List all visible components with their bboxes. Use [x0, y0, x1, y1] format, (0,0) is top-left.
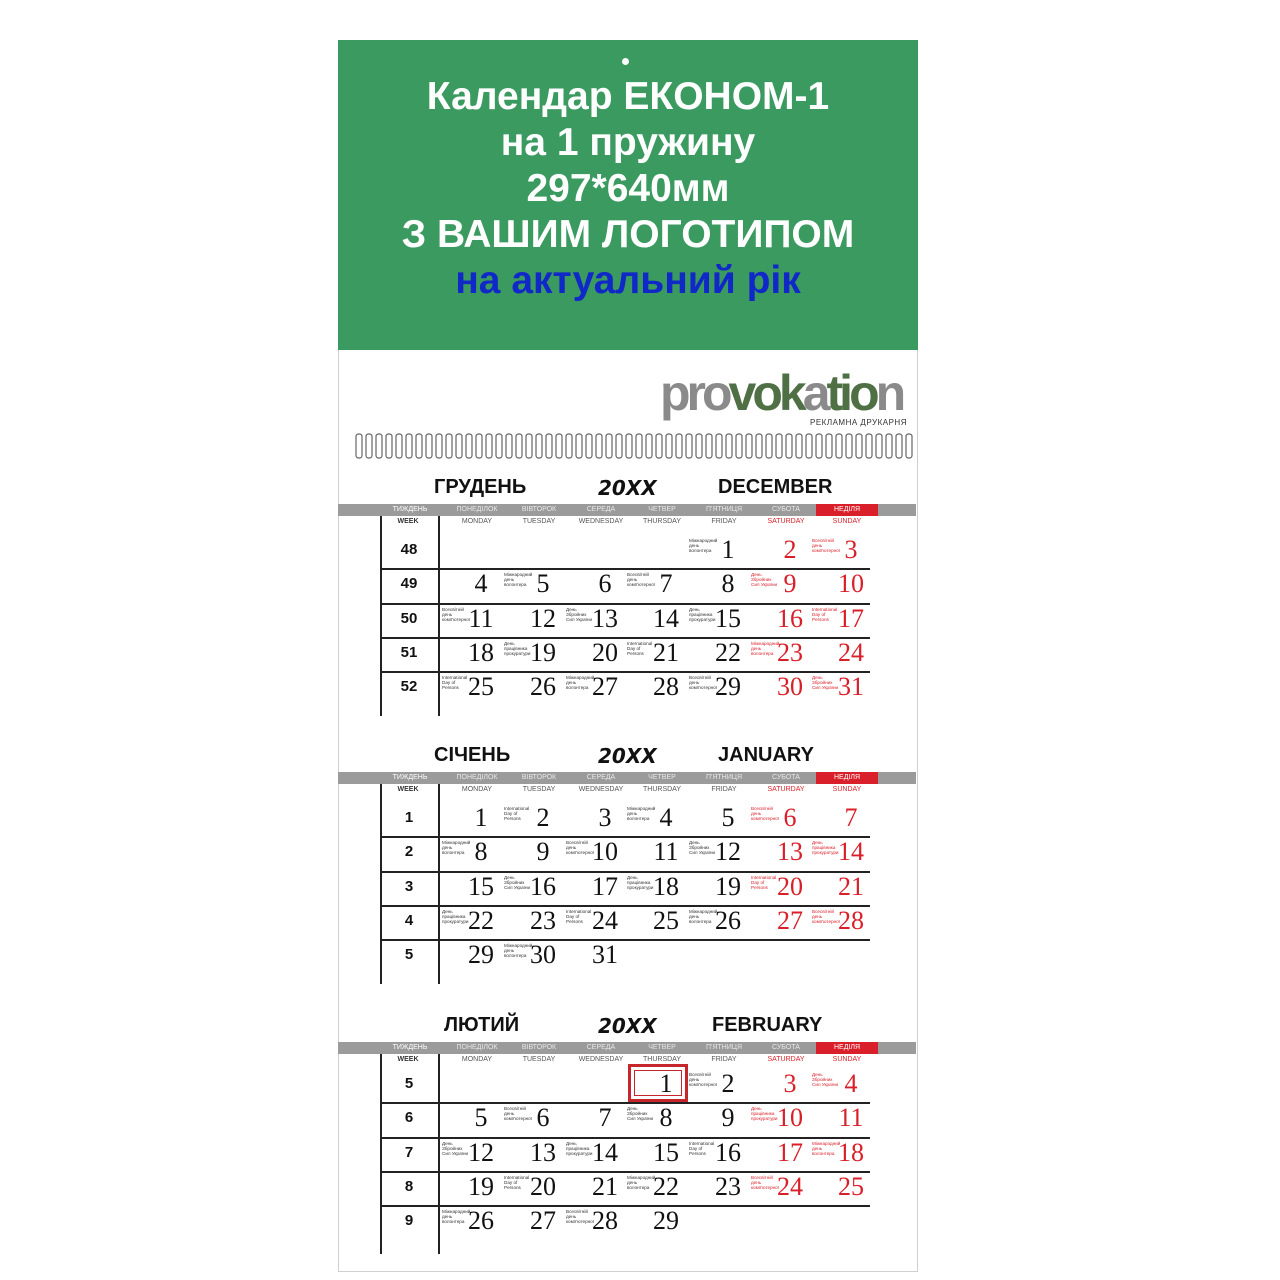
holiday-note: International Day of Persons	[812, 607, 838, 623]
spiral-ring	[836, 434, 842, 458]
holiday-note: Всесвітній день комп'ютерної	[689, 1072, 718, 1088]
spiral-ring	[846, 434, 852, 458]
spiral-ring	[396, 434, 402, 458]
spiral-ring	[356, 434, 362, 458]
month-block	[338, 1014, 918, 1254]
day-number: 1	[721, 535, 735, 564]
day-number: 23	[777, 638, 803, 667]
holiday-note: International Day of Persons	[751, 875, 777, 891]
spiral-ring	[796, 434, 802, 458]
spiral-ring	[576, 434, 582, 458]
holiday-note: День працівника прокуратури	[751, 1106, 778, 1122]
weekday-en: MONDAY	[461, 786, 493, 793]
day-number: 1	[474, 803, 488, 832]
weekday-en: TUESDAY	[522, 518, 556, 525]
weekday-en: SATURDAY	[767, 1056, 805, 1063]
day-number: 29	[715, 672, 741, 701]
spiral-ring	[816, 434, 822, 458]
weekday-en: TUESDAY	[522, 786, 556, 793]
month-title-en: JANUARY	[718, 744, 814, 766]
spiral-ring	[536, 434, 542, 458]
day-number: 27	[777, 906, 803, 935]
weekday-en: WEDNESDAY	[578, 1056, 624, 1063]
holiday-note: День Збройних Сил України	[812, 675, 839, 691]
weekday-ua: СЕРЕДА	[586, 774, 616, 781]
day-number: 24	[838, 638, 864, 667]
week-number: 3	[404, 878, 414, 895]
day-number: 30	[777, 672, 803, 701]
day-number: 25	[653, 906, 679, 935]
weekday-en: WEDNESDAY	[578, 786, 624, 793]
day-number: 18	[653, 872, 679, 901]
week-number: 4	[404, 912, 414, 929]
week-divider-line	[380, 1054, 382, 1254]
spiral-ring	[436, 434, 442, 458]
spiral-ring	[616, 434, 622, 458]
week-number: 1	[404, 809, 414, 826]
spiral-ring	[556, 434, 562, 458]
day-number: 10	[592, 837, 618, 866]
day-number: 14	[653, 604, 679, 633]
spiral-ring	[886, 434, 892, 458]
day-number: 28	[838, 906, 864, 935]
spiral-ring	[476, 434, 482, 458]
day-number: 7	[659, 569, 673, 598]
day-number: 15	[653, 1138, 679, 1167]
weekday-ua: ЧЕТВЕР	[648, 774, 676, 781]
day-number: 8	[721, 569, 735, 598]
grid-divider-line	[438, 784, 440, 984]
day-number: 24	[592, 906, 618, 935]
weekday-ua: НЕДІЛЯ	[816, 772, 878, 784]
spiral-ring	[716, 434, 722, 458]
holiday-note: Міжнародний день волонтера	[812, 1141, 841, 1157]
day-number: 17	[777, 1138, 803, 1167]
holiday-note: Міжнародний день волонтера	[751, 641, 780, 657]
spiral-ring	[606, 434, 612, 458]
day-number: 17	[838, 604, 864, 633]
spiral-ring	[696, 434, 702, 458]
week-divider-line	[380, 516, 382, 716]
week-label-ua: ТИЖДЕНЬ	[392, 774, 428, 781]
spiral-ring	[676, 434, 682, 458]
title-line-3: 297*640мм	[526, 167, 730, 210]
day-number: 29	[653, 1206, 679, 1235]
month-title-en: FEBRUARY	[712, 1014, 823, 1036]
day-number: 9	[721, 1103, 735, 1132]
month-year: 20XX	[598, 1014, 657, 1038]
holiday-note: Всесвітній день комп'ютерної	[751, 1175, 780, 1191]
holiday-note: Всесвітній день комп'ютерної	[812, 909, 841, 925]
spiral-ring	[456, 434, 462, 458]
spiral-ring	[666, 434, 672, 458]
day-number: 26	[530, 672, 556, 701]
day-number: 5	[721, 803, 735, 832]
holiday-note: День працівника прокуратури	[566, 1141, 593, 1157]
day-number: 31	[592, 940, 618, 969]
day-number: 27	[592, 672, 618, 701]
day-number: 28	[653, 672, 679, 701]
day-number: 16	[715, 1138, 741, 1167]
month-title-ua: ЛЮТИЙ	[444, 1014, 520, 1036]
spiral-ring	[366, 434, 372, 458]
week-number: 2	[404, 843, 414, 860]
day-number: 10	[777, 1103, 803, 1132]
week-label-en: WEEK	[397, 786, 419, 793]
day-number: 9	[783, 569, 797, 598]
spiral-binding	[352, 432, 914, 460]
spiral-ring	[596, 434, 602, 458]
weekday-en: THURSDAY	[643, 1056, 681, 1063]
holiday-note: Всесвітній день комп'ютерної	[504, 1106, 533, 1122]
title-line-4: З ВАШИМ ЛОГОТИПОМ	[401, 213, 855, 256]
day-number: 21	[838, 872, 864, 901]
spiral-ring	[856, 434, 862, 458]
spiral-ring	[656, 434, 662, 458]
day-number: 4	[659, 803, 673, 832]
holiday-note: Всесвітній день комп'ютерної	[627, 572, 656, 588]
holiday-note: Міжнародний день волонтера	[689, 538, 718, 554]
weekday-ua: НЕДІЛЯ	[816, 504, 878, 516]
day-number: 7	[598, 1103, 612, 1132]
holiday-note: День Збройних Сил України	[812, 1072, 839, 1088]
day-number: 18	[468, 638, 494, 667]
day-number: 27	[530, 1206, 556, 1235]
week-number: 5	[404, 1075, 414, 1092]
week-number: 9	[404, 1212, 414, 1229]
holiday-note: International Day of Persons	[504, 806, 530, 822]
day-number: 15	[468, 872, 494, 901]
spiral-ring	[416, 434, 422, 458]
spiral-ring	[786, 434, 792, 458]
weekday-ua: ПОНЕДІЛОК	[456, 1044, 498, 1051]
day-number: 3	[844, 535, 858, 564]
spiral-ring	[386, 434, 392, 458]
week-number: 49	[400, 575, 418, 592]
week-number: 48	[400, 541, 418, 558]
weekday-en: FRIDAY	[711, 786, 737, 793]
spiral-ring	[906, 434, 912, 458]
day-number: 14	[592, 1138, 618, 1167]
day-number: 11	[838, 1103, 864, 1132]
day-number: 10	[838, 569, 864, 598]
day-number: 14	[838, 837, 864, 866]
day-number: 24	[777, 1172, 803, 1201]
day-number: 11	[468, 604, 494, 633]
holiday-note: Всесвітній день комп'ютерної	[689, 675, 718, 691]
weekday-ua: НЕДІЛЯ	[816, 1042, 878, 1054]
day-number: 22	[715, 638, 741, 667]
weekday-ua: П'ЯТНИЦЯ	[705, 774, 743, 781]
title-line-1: Календар ЕКОНОМ-1	[426, 75, 830, 118]
spiral-ring	[626, 434, 632, 458]
week-label-en: WEEK	[397, 1056, 419, 1063]
spiral-ring	[766, 434, 772, 458]
day-number: 8	[474, 837, 488, 866]
day-number: 22	[468, 906, 494, 935]
spiral-ring	[406, 434, 412, 458]
day-number: 21	[592, 1172, 618, 1201]
day-number: 2	[721, 1069, 735, 1098]
month-year: 20XX	[598, 744, 657, 768]
spiral-ring	[726, 434, 732, 458]
day-number: 11	[653, 837, 679, 866]
month-title-ua: ГРУДЕНЬ	[434, 476, 527, 498]
spiral-ring	[646, 434, 652, 458]
weekday-en: WEDNESDAY	[578, 518, 624, 525]
spiral-ring	[496, 434, 502, 458]
holiday-note: International Day of Persons	[504, 1175, 530, 1191]
day-number: 2	[783, 535, 797, 564]
holiday-note: Всесвітній день комп'ютерної	[442, 607, 471, 623]
highlight-box	[628, 1064, 688, 1102]
holiday-note: Всесвітній день комп'ютерної	[812, 538, 841, 554]
holiday-note: День працівника прокуратури	[627, 875, 654, 891]
spiral-ring	[706, 434, 712, 458]
spiral-ring	[546, 434, 552, 458]
holiday-note: Всесвітній день комп'ютерної	[751, 806, 780, 822]
company-logo	[660, 365, 907, 428]
weekday-ua: ВІВТОРОК	[521, 506, 557, 513]
title-line-5: на актуальний рік	[455, 259, 801, 302]
logo-subtitle: РЕКЛАМНА ДРУКАРНЯ	[810, 418, 907, 427]
day-number: 21	[653, 638, 679, 667]
day-number: 4	[474, 569, 488, 598]
weekday-en: SATURDAY	[767, 786, 805, 793]
day-number: 13	[777, 837, 803, 866]
day-number: 23	[530, 906, 556, 935]
holiday-note: Міжнародний день волонтера	[504, 572, 533, 588]
holiday-note: День працівника прокуратури	[442, 909, 469, 925]
day-number: 17	[592, 872, 618, 901]
spiral-ring	[686, 434, 692, 458]
week-number: 8	[404, 1178, 414, 1195]
holiday-note: Міжнародний день волонтера	[504, 943, 533, 959]
day-number: 9	[536, 837, 550, 866]
week-label-ua: ТИЖДЕНЬ	[392, 1044, 428, 1051]
day-number: 15	[715, 604, 741, 633]
weekday-ua: П'ЯТНИЦЯ	[705, 1044, 743, 1051]
weekday-ua: ПОНЕДІЛОК	[456, 774, 498, 781]
day-number: 16	[777, 604, 803, 633]
week-label-ua: ТИЖДЕНЬ	[392, 506, 428, 513]
spiral-ring	[806, 434, 812, 458]
holiday-note: День Збройних Сил України	[627, 1106, 654, 1122]
hanging-hole	[622, 58, 629, 65]
holiday-note: День працівника прокуратури	[504, 641, 531, 657]
day-number: 5	[536, 569, 550, 598]
weekday-ua: ВІВТОРОК	[521, 774, 557, 781]
spiral-ring	[896, 434, 902, 458]
month-title-ua: СІЧЕНЬ	[434, 744, 511, 766]
week-number: 52	[400, 678, 418, 695]
day-number: 6	[598, 569, 612, 598]
day-number: 28	[592, 1206, 618, 1235]
weekday-ua: СЕРЕДА	[586, 506, 616, 513]
day-number: 12	[468, 1138, 494, 1167]
spiral-ring	[376, 434, 382, 458]
weekday-en: SUNDAY	[832, 518, 862, 525]
day-number: 5	[474, 1103, 488, 1132]
day-number: 20	[530, 1172, 556, 1201]
month-block	[338, 744, 918, 984]
day-number: 12	[530, 604, 556, 633]
weekday-ua: СЕРЕДА	[586, 1044, 616, 1051]
holiday-note: International Day of Persons	[627, 641, 653, 657]
spiral-ring	[756, 434, 762, 458]
day-number: 2	[536, 803, 550, 832]
day-number: 23	[715, 1172, 741, 1201]
spiral-ring	[876, 434, 882, 458]
weekday-ua: ЧЕТВЕР	[648, 1044, 676, 1051]
day-number: 1	[659, 1069, 673, 1098]
weekday-ua: ВІВТОРОК	[521, 1044, 557, 1051]
day-number: 13	[592, 604, 618, 633]
weekday-en: SUNDAY	[832, 1056, 862, 1063]
week-number: 51	[400, 644, 418, 661]
week-number: 7	[404, 1144, 414, 1161]
logo-wordmark: provokation	[660, 365, 903, 421]
weekday-en: MONDAY	[461, 518, 493, 525]
day-number: 26	[468, 1206, 494, 1235]
spiral-ring	[566, 434, 572, 458]
month-block	[338, 476, 918, 716]
spiral-ring	[486, 434, 492, 458]
spiral-ring	[636, 434, 642, 458]
holiday-note: День працівника прокуратури	[689, 607, 716, 623]
grid-divider-line	[438, 516, 440, 716]
day-number: 16	[530, 872, 556, 901]
day-number: 12	[715, 837, 741, 866]
holiday-note: День Збройних Сил України	[566, 607, 593, 623]
spiral-ring	[506, 434, 512, 458]
holiday-note: International Day of Persons	[689, 1141, 715, 1157]
spiral-ring	[526, 434, 532, 458]
week-label-en: WEEK	[397, 518, 419, 525]
week-number: 6	[404, 1109, 414, 1126]
day-number: 25	[468, 672, 494, 701]
day-number: 20	[777, 872, 803, 901]
holiday-note: Міжнародний день волонтера	[627, 806, 656, 822]
holiday-note: День працівника прокуратури	[812, 840, 839, 856]
weekday-ua: СУБОТА	[772, 774, 800, 781]
week-number: 5	[404, 946, 414, 963]
day-number: 22	[653, 1172, 679, 1201]
month-title-en: DECEMBER	[718, 476, 833, 498]
holiday-note: Міжнародний день волонтера	[689, 909, 718, 925]
spiral-ring	[446, 434, 452, 458]
holiday-note: International Day of Persons	[442, 675, 468, 691]
weekday-ua: ПОНЕДІЛОК	[456, 506, 498, 513]
day-number: 3	[598, 803, 612, 832]
holiday-note: День Збройних Сил України	[751, 572, 778, 588]
spiral-ring	[826, 434, 832, 458]
holiday-note: Всесвітній день комп'ютерної	[566, 1209, 595, 1225]
day-number: 26	[715, 906, 741, 935]
day-number: 6	[536, 1103, 550, 1132]
weekday-en: SUNDAY	[832, 786, 862, 793]
spiral-ring	[586, 434, 592, 458]
day-number: 8	[659, 1103, 673, 1132]
holiday-note: Міжнародний день волонтера	[566, 675, 595, 691]
holiday-note: Міжнародний день волонтера	[442, 840, 471, 856]
promo-header	[338, 40, 918, 350]
day-number: 30	[530, 940, 556, 969]
holiday-note: День Збройних Сил України	[504, 875, 531, 891]
spiral-ring	[466, 434, 472, 458]
weekday-en: TUESDAY	[522, 1056, 556, 1063]
title-line-2: на 1 пружину	[500, 121, 756, 164]
day-number: 6	[783, 803, 797, 832]
grid-divider-line	[438, 1054, 440, 1254]
weekday-ua: ЧЕТВЕР	[648, 506, 676, 513]
month-year: 20XX	[598, 476, 657, 500]
spiral-ring	[746, 434, 752, 458]
spiral-ring	[426, 434, 432, 458]
holiday-note: International Day of Persons	[566, 909, 592, 925]
holiday-note: Всесвітній день комп'ютерної	[566, 840, 595, 856]
holiday-note: Міжнародний день волонтера	[442, 1209, 471, 1225]
day-number: 18	[838, 1138, 864, 1167]
holiday-note: День Збройних Сил України	[689, 840, 716, 856]
spiral-ring	[516, 434, 522, 458]
day-number: 31	[838, 672, 864, 701]
weekday-en: THURSDAY	[643, 786, 681, 793]
weekday-en: FRIDAY	[711, 518, 737, 525]
day-number: 20	[592, 638, 618, 667]
day-number: 19	[715, 872, 741, 901]
day-number: 19	[530, 638, 556, 667]
weekday-ua: СУБОТА	[772, 506, 800, 513]
holiday-note: День Збройних Сил України	[442, 1141, 469, 1157]
day-number: 29	[468, 940, 494, 969]
weekday-en: MONDAY	[461, 1056, 493, 1063]
day-number: 13	[530, 1138, 556, 1167]
day-number: 4	[844, 1069, 858, 1098]
holiday-note: Міжнародний день волонтера	[627, 1175, 656, 1191]
weekday-ua: П'ЯТНИЦЯ	[705, 506, 743, 513]
weekday-en: SATURDAY	[767, 518, 805, 525]
weekday-ua: СУБОТА	[772, 1044, 800, 1051]
spiral-ring	[776, 434, 782, 458]
day-number: 19	[468, 1172, 494, 1201]
weekday-en: THURSDAY	[643, 518, 681, 525]
day-number: 3	[783, 1069, 797, 1098]
spiral-ring	[866, 434, 872, 458]
weekday-en: FRIDAY	[711, 1056, 737, 1063]
day-number: 7	[844, 803, 858, 832]
week-number: 50	[400, 610, 418, 627]
spiral-ring	[736, 434, 742, 458]
week-divider-line	[380, 784, 382, 984]
day-number: 25	[838, 1172, 864, 1201]
